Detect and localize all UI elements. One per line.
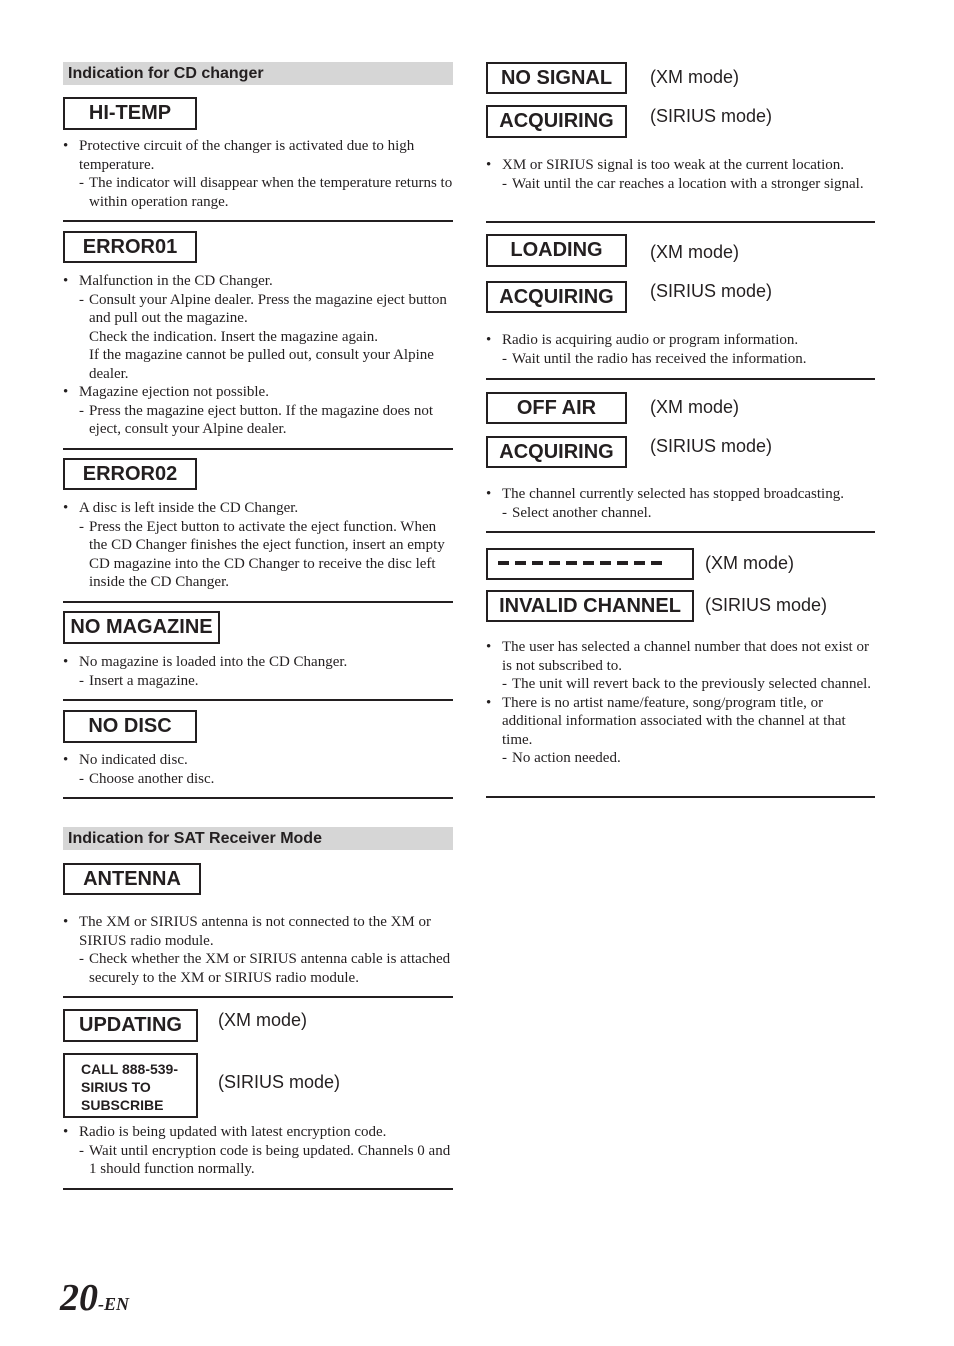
no-magazine-dash: - Insert a magazine. <box>63 672 455 691</box>
invalid-dash-1: - The unit will revert back to the previously selected channel. <box>486 675 878 694</box>
error01-indicator: ERROR01 <box>63 231 197 263</box>
acquiring-indicator-3: ACQUIRING <box>486 436 627 468</box>
error01-dash-2: - Press the magazine eject button. If the magazine does not eject, consult your Alpine dealer. <box>63 402 455 439</box>
page-number-suffix: -EN <box>98 1294 129 1314</box>
hitemp-indicator: HI-TEMP <box>63 97 197 130</box>
error02-dash: - Press the Eject button to activate the eject function. When the CD Changer finishes the eject function, insert an empty CD magazine into the CD Changer to receive the disc left inside the CD Changer. <box>63 518 455 592</box>
off-air-sirius-mode: (SIRIUS mode) <box>650 436 773 456</box>
no-signal-indicator: NO SIGNAL <box>486 62 627 94</box>
error01-continuation-1: Check the indication. Insert the magazine again. <box>89 328 379 345</box>
call-line-2: SIRIUS TO <box>81 1079 151 1095</box>
divider <box>486 531 875 533</box>
divider <box>486 378 875 380</box>
invalid-sirius-mode: (SIRIUS mode) <box>705 595 828 615</box>
no-signal-xm-mode: (XM mode) <box>650 67 740 87</box>
call-line-1: CALL 888-539- <box>81 1061 179 1077</box>
page-number-value: 20 <box>60 1277 98 1319</box>
hitemp-dash: - The indicator will disappear when the temperature returns to within operation range. <box>63 174 455 211</box>
loading-description <box>486 331 878 368</box>
off-air-bullet: • The channel currently selected has stopped broadcasting. <box>486 485 878 504</box>
loading-xm-mode: (XM mode) <box>650 242 740 262</box>
no-disc-bullet: • No indicated disc. <box>63 751 455 770</box>
divider <box>486 796 875 798</box>
invalid-dash-2: - No action needed. <box>486 749 878 768</box>
loading-bullet: • Radio is acquiring audio or program information. <box>486 331 878 350</box>
invalid-channel-indicator: INVALID CHANNEL <box>486 590 694 622</box>
off-air-dash: - Select another channel. <box>486 504 878 523</box>
no-disc-description <box>63 751 455 788</box>
no-signal-description <box>486 156 878 193</box>
loading-sirius-mode: (SIRIUS mode) <box>650 281 773 301</box>
divider <box>63 699 453 701</box>
updating-indicator: UPDATING <box>63 1009 198 1042</box>
acquiring-indicator-1: ACQUIRING <box>486 105 627 138</box>
divider <box>63 448 453 450</box>
error01-dash-1: - Consult your Alpine dealer. Press the magazine eject button and pull out the magazine. <box>63 291 455 328</box>
updating-description <box>63 1123 455 1179</box>
call-line-3: SUBSCRIBE <box>81 1097 164 1113</box>
error01-description <box>63 272 455 439</box>
loading-indicator: LOADING <box>486 234 627 267</box>
divider <box>63 1188 453 1190</box>
divider <box>63 797 453 799</box>
no-magazine-bullet: • No magazine is loaded into the CD Changer. <box>63 653 455 672</box>
invalid-bullet-1: • The user has selected a channel number that does not exist or is not subscribed to. <box>486 638 878 675</box>
invalid-bullet-2: • There is no artist name/feature, song/program title, or additional information associated with the channel at that time. <box>486 694 878 750</box>
invalid-channel-description <box>486 638 878 768</box>
divider <box>63 601 453 603</box>
no-disc-dash: - Choose another disc. <box>63 770 455 789</box>
antenna-bullet: • The XM or SIRIUS antenna is not connected to the XM or SIRIUS radio module. <box>63 913 455 950</box>
error02-description <box>63 499 455 592</box>
error01-continuation-2: If the magazine cannot be pulled out, consult your Alpine dealer. <box>89 347 434 382</box>
dash-line-glyph <box>498 561 664 565</box>
off-air-description <box>486 485 878 522</box>
no-magazine-indicator: NO MAGAZINE <box>63 611 220 644</box>
updating-sirius-mode: (SIRIUS mode) <box>218 1072 341 1092</box>
divider <box>486 221 875 223</box>
off-air-indicator: OFF AIR <box>486 392 627 424</box>
hitemp-description <box>63 137 455 211</box>
page-number <box>60 1276 129 1320</box>
divider <box>63 996 453 998</box>
no-disc-indicator: NO DISC <box>63 710 197 743</box>
divider <box>63 220 453 222</box>
call-to-subscribe-indicator <box>63 1053 198 1118</box>
updating-xm-mode: (XM mode) <box>218 1010 308 1030</box>
off-air-xm-mode: (XM mode) <box>650 397 740 417</box>
cd-changer-heading: Indication for CD changer <box>63 62 453 85</box>
invalid-xm-mode: (XM mode) <box>705 553 795 573</box>
updating-dash: - Wait until encryption code is being updated. Channels 0 and 1 should function normally. <box>63 1142 455 1179</box>
error01-bullet-2: • Magazine ejection not possible. <box>63 383 455 402</box>
updating-bullet: • Radio is being updated with latest encryption code. <box>63 1123 455 1142</box>
antenna-indicator: ANTENNA <box>63 863 201 895</box>
error02-bullet: • A disc is left inside the CD Changer. <box>63 499 455 518</box>
antenna-description <box>63 913 455 987</box>
loading-dash: - Wait until the radio has received the information. <box>486 350 878 369</box>
no-signal-sirius-mode: (SIRIUS mode) <box>650 106 773 126</box>
no-signal-bullet: • XM or SIRIUS signal is too weak at the current location. <box>486 156 878 175</box>
antenna-dash: - Check whether the XM or SIRIUS antenna cable is attached securely to the XM or SIRIUS radio module. <box>63 950 455 987</box>
dashed-channel-indicator <box>486 548 694 580</box>
error02-indicator: ERROR02 <box>63 458 197 490</box>
no-magazine-description <box>63 653 455 690</box>
error01-bullet-1: • Malfunction in the CD Changer. <box>63 272 455 291</box>
acquiring-indicator-2: ACQUIRING <box>486 281 627 313</box>
sat-receiver-heading: Indication for SAT Receiver Mode <box>63 827 453 850</box>
hitemp-bullet: • Protective circuit of the changer is activated due to high temperature. <box>63 137 455 174</box>
no-signal-dash: - Wait until the car reaches a location with a stronger signal. <box>486 175 878 194</box>
